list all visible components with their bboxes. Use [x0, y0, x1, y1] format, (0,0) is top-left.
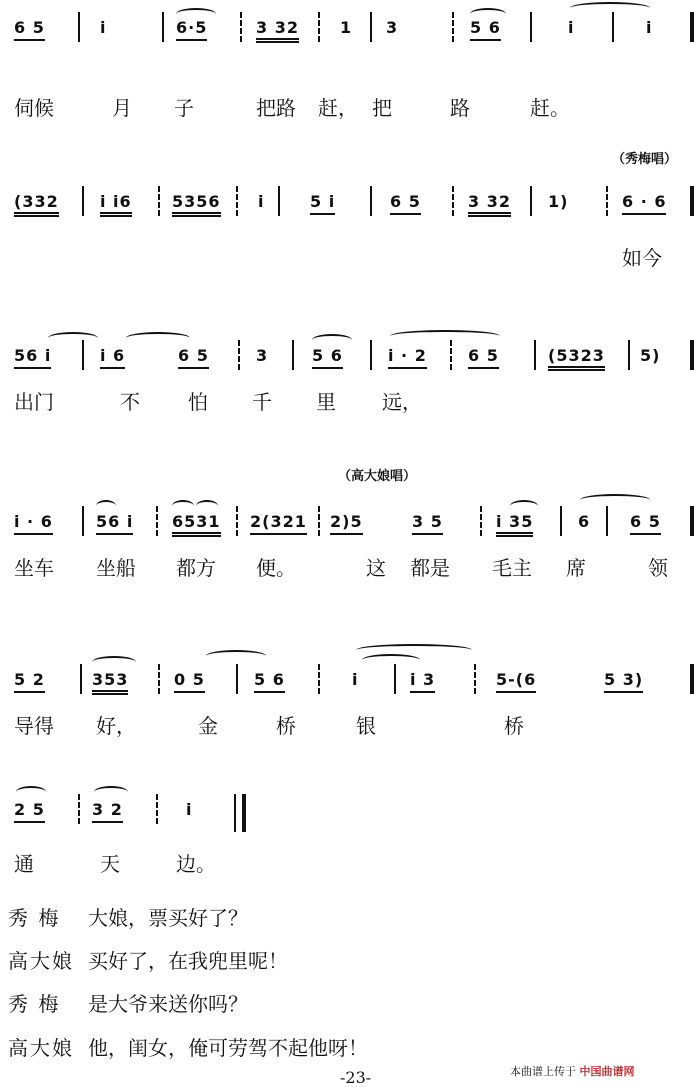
lyric: 月 [112, 96, 132, 120]
barline [394, 664, 396, 694]
barline [452, 12, 454, 42]
lyric: 边。 [176, 852, 216, 876]
barline [530, 12, 532, 42]
note-group: i · 6 [14, 512, 53, 535]
barline [606, 506, 608, 536]
tie-arc [510, 500, 538, 512]
dialogue-text: 买好了，在我兜里呢！ [88, 949, 288, 973]
lyric: 天 [100, 852, 120, 876]
lyric: 把路 [256, 96, 296, 120]
barline [690, 664, 694, 694]
note-group: 3 2 [92, 800, 123, 823]
barline [162, 12, 164, 42]
lyric: 远， [382, 390, 422, 414]
barline [318, 506, 320, 536]
lyric: 伺候 [14, 96, 54, 120]
note-group: i [258, 192, 265, 211]
lyric: 这 [366, 556, 386, 580]
barline [278, 186, 280, 216]
dialogue-line [8, 1032, 368, 1061]
tie-arc [206, 650, 266, 662]
lyric: 赶。 [530, 96, 570, 120]
note-group: 0 5 [174, 670, 205, 693]
lyric: 把 [372, 96, 392, 120]
note-group: 3 32 [256, 18, 299, 43]
note-group: 2 5 [14, 800, 45, 823]
score-system-5 [0, 660, 700, 750]
note-group: 6 5 [630, 512, 661, 535]
note-group: i [646, 18, 653, 37]
barline [534, 340, 536, 370]
note-group: 3 [386, 18, 399, 37]
barline [370, 340, 372, 370]
note-group: 5) [640, 346, 661, 365]
note-group: 3 5 [412, 512, 443, 535]
note-group: i 3 [410, 670, 435, 693]
note-group: i 35 [496, 512, 533, 537]
note-group: i [100, 18, 107, 37]
note-group: 6 5 [178, 346, 209, 369]
lyric: 通 [14, 852, 34, 876]
barline [690, 186, 694, 216]
note-group: 2)5 [330, 512, 363, 535]
lyric: 银 [356, 714, 376, 738]
barline [292, 340, 294, 370]
note-group: 5356 [172, 192, 221, 217]
note-group: (332 [14, 192, 59, 217]
note-group: 5 6 [254, 670, 285, 693]
tie-arc [94, 786, 128, 798]
lyric: 桥 [276, 714, 296, 738]
tie-arc [390, 330, 500, 342]
note-group: 2(321 [250, 512, 307, 535]
barline [606, 186, 608, 216]
note-group: i [186, 800, 193, 819]
note-group: 6 · 6 [622, 192, 666, 215]
barline [450, 340, 452, 370]
tie-arc [312, 334, 352, 346]
upload-credit [510, 1063, 635, 1079]
dialogue-line [8, 902, 248, 931]
note-group: 353 [92, 670, 128, 695]
barline [318, 664, 320, 694]
note-group: 1 [340, 18, 353, 37]
barline [240, 12, 242, 42]
lyric: 怕 [188, 390, 208, 414]
dialogue-text: 是大爷来送你吗？ [88, 992, 248, 1016]
note-group: (5323 [548, 346, 605, 371]
tie-arc [580, 494, 650, 506]
barline [690, 12, 694, 42]
dialogue-line [8, 988, 248, 1017]
lyric: 席 [566, 556, 586, 580]
speaker-name: 秀 梅 [8, 906, 61, 930]
notation-row [0, 660, 700, 702]
note-group: 5 6 [312, 346, 343, 369]
note-group: 5 3) [604, 670, 643, 693]
note-group: 6 [578, 512, 591, 531]
site-logo[interactable]: 中国曲谱网 [579, 1065, 635, 1078]
lyric: 赶， [318, 96, 358, 120]
note-group: 6531 [172, 512, 221, 537]
barline [236, 506, 238, 536]
barline [78, 12, 80, 42]
barline [156, 794, 158, 824]
singer-marker: （高大娘唱） [338, 469, 417, 484]
note-group: i i6 [100, 192, 132, 217]
lyric: 都是 [410, 556, 450, 580]
tie-arc [570, 2, 650, 14]
barline [480, 506, 482, 536]
credit-text: 本曲谱上传于 [510, 1065, 576, 1078]
lyric: 都方 [176, 556, 216, 580]
speaker-name: 秀 梅 [8, 992, 61, 1016]
note-group: 6·5 [176, 18, 207, 41]
note-group: 5 i [310, 192, 335, 215]
tie-arc [48, 332, 98, 344]
lyric: 不 [120, 390, 140, 414]
barline [452, 186, 454, 216]
note-group: 5 2 [14, 670, 45, 693]
lyric: 子 [174, 96, 194, 120]
note-group: 56 i [14, 346, 51, 369]
barline [560, 506, 562, 536]
lyric: 如今 [622, 246, 662, 270]
score-system-1 [0, 8, 700, 120]
lyric: 桥 [504, 714, 524, 738]
lyric: 千 [252, 390, 272, 414]
barline [238, 340, 240, 370]
barline [612, 12, 614, 42]
notation-row [0, 182, 700, 224]
page-number: -23- [340, 1068, 372, 1087]
note-group: 6 5 [468, 346, 499, 369]
barline [370, 12, 372, 42]
barline [370, 186, 372, 216]
note-group: i [352, 670, 359, 689]
barline [690, 506, 694, 536]
dialogue-text: 他，闺女，俺可劳驾不起他呀！ [88, 1036, 368, 1060]
tie-arc [196, 500, 218, 512]
barline [80, 664, 82, 694]
barline [690, 340, 694, 370]
tie-arc [362, 654, 420, 666]
lyric: 出门 [14, 390, 54, 414]
note-group: 6 5 [390, 192, 421, 215]
tie-arc [92, 656, 136, 668]
lyric: 毛主 [492, 556, 532, 580]
note-group: 1) [548, 192, 569, 211]
note-group: 3 32 [468, 192, 511, 217]
score-system-6 [0, 790, 700, 880]
lyric: 便。 [256, 556, 296, 580]
note-group: i 6 [100, 346, 125, 369]
lyric: 里 [316, 390, 336, 414]
barline [628, 340, 630, 370]
singer-marker: （秀梅唱） [612, 152, 678, 167]
notation-row [0, 790, 700, 832]
tie-arc [126, 332, 190, 344]
note-group: 3 [256, 346, 269, 365]
barline [156, 506, 158, 536]
barline [82, 340, 84, 370]
barline [234, 794, 236, 832]
note-group: i [568, 18, 575, 37]
barline [242, 794, 246, 832]
lyric: 金 [198, 714, 218, 738]
barline [158, 664, 160, 694]
barline [158, 186, 160, 216]
barline [474, 664, 476, 694]
lyric: 路 [450, 96, 470, 120]
barline [78, 794, 80, 824]
tie-arc [96, 500, 116, 512]
note-group: 5-(6 [496, 670, 536, 693]
dialogue-text: 大娘，票买好了？ [88, 906, 248, 930]
score-system-4 [0, 502, 700, 592]
dialogue-line [8, 945, 288, 974]
barline [530, 186, 532, 216]
speaker-name: 高大娘 [8, 1036, 74, 1060]
lyric: 导得 [14, 714, 54, 738]
tie-arc [172, 500, 194, 512]
lyric: 坐船 [96, 556, 136, 580]
note-group: 56 i [96, 512, 133, 535]
lyric: 好， [96, 714, 136, 738]
note-group: i · 2 [388, 346, 427, 369]
score-system-2 [0, 182, 700, 272]
lyric: 领 [648, 556, 668, 580]
barline [82, 506, 84, 536]
lyric: 坐车 [14, 556, 54, 580]
barline [236, 664, 238, 694]
notation-row [0, 8, 700, 50]
barline [82, 186, 84, 216]
barline [236, 186, 238, 216]
note-group: 5 6 [470, 18, 501, 41]
note-group: 6 5 [14, 18, 45, 41]
speaker-name: 高大娘 [8, 949, 74, 973]
notation-row [0, 336, 700, 378]
tie-arc [16, 786, 46, 798]
barline [318, 12, 320, 42]
score-system-3 [0, 336, 700, 426]
notation-row [0, 502, 700, 544]
